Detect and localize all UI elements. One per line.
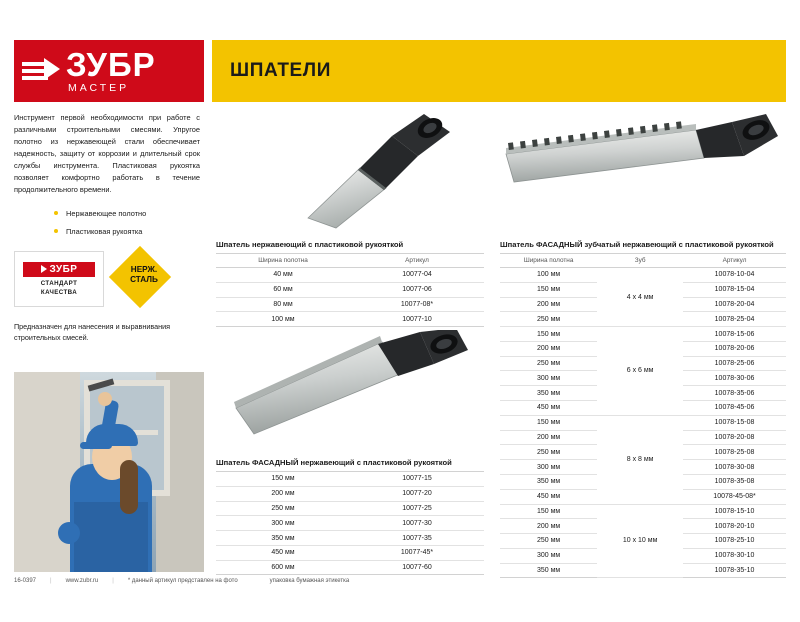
table-shpatel-nerzh [216, 253, 484, 327]
footer-code: 16-0397 [14, 578, 37, 584]
cell-width: 300 мм [500, 548, 597, 563]
brand-sub: МАСТЕР [68, 82, 130, 95]
cell-article: 10078-30-08 [683, 460, 786, 475]
badge-standard-brand: ЗУБР [49, 263, 78, 275]
cell-width: 350 мм [216, 531, 350, 546]
cell-tooth: 6 х 6 мм [597, 327, 683, 416]
cell-width: 150 мм [500, 415, 597, 430]
toothed-spatula-illustration [500, 112, 786, 224]
cell-article: 10078-25-04 [683, 312, 786, 327]
product-image-facade-spatula [228, 330, 478, 440]
cell-article: 10078-45-08* [683, 489, 786, 504]
cell-width: 250 мм [500, 534, 597, 549]
cell-width: 600 мм [216, 560, 350, 575]
table-row [216, 472, 484, 487]
cell-width: 250 мм [500, 356, 597, 371]
col-header-article: Артикул [683, 254, 786, 268]
table-title: Шпатель ФАСАДНЫЙ зубчатый нержавеющий с пластиковой рукояткой [500, 240, 774, 249]
table-block-1 [216, 240, 484, 327]
table-header-row [500, 254, 786, 268]
list-item: Нержавеющее полотно [54, 208, 204, 219]
arrow-icon [41, 265, 47, 273]
cell-article: 10077-08* [350, 297, 484, 312]
cell-article: 10077-45* [350, 545, 484, 560]
badge-steel-line1: НЕРЖ. [130, 265, 158, 275]
list-item: Пластиковая рукоятка [54, 226, 204, 237]
table-row [216, 545, 484, 560]
cell-article: 10077-25 [350, 501, 484, 516]
footer-note-star: * данный артикул представлен на фото [127, 578, 238, 584]
spatula-illustration [300, 110, 500, 230]
table-title: Шпатель ФАСАДНЫЙ нержавеющий с пластиковой рукояткой [216, 458, 452, 467]
col-header-tooth: Зуб [597, 254, 683, 268]
cell-width: 150 мм [500, 327, 597, 342]
cell-width: 200 мм [500, 519, 597, 534]
table-row [216, 501, 484, 516]
col-header-article: Артикул [350, 254, 484, 268]
col-header-width: Ширина полотна [216, 254, 350, 268]
cell-width: 80 мм [216, 297, 350, 312]
intro-paragraph: Инструмент первой необходимости при работе с различными строительными смесями. Упругое полотно из нержавеющей стали обеспечивает надежность, защиту от коррозии и длительный срок службы инструмента. Пластиковая рукоятка позволяет комфортно работать в течение продолжительного времени. [14, 113, 200, 194]
footer-divider: | [50, 578, 52, 584]
cell-tooth: 8 х 8 мм [597, 415, 683, 504]
cell-article: 10078-45-06 [683, 401, 786, 416]
cell-width: 300 мм [500, 460, 597, 475]
cell-article: 10078-20-06 [683, 341, 786, 356]
badge-standard-quality [14, 251, 104, 307]
cell-article: 10078-35-10 [683, 563, 786, 578]
cell-article: 10078-30-10 [683, 548, 786, 563]
cell-width: 450 мм [216, 545, 350, 560]
cell-width: 250 мм [500, 445, 597, 460]
brand-logo [14, 40, 204, 102]
cell-article: 10077-15 [350, 472, 484, 487]
table-shpatel-zubchaty [500, 253, 786, 578]
cell-article: 10078-25-06 [683, 356, 786, 371]
cell-article: 10078-15-08 [683, 415, 786, 430]
table-row [500, 415, 786, 430]
cell-article: 10077-10 [350, 312, 484, 327]
badge-steel-line2: СТАЛЬ [130, 274, 158, 284]
cell-width: 250 мм [216, 501, 350, 516]
cell-article: 10078-20-10 [683, 519, 786, 534]
cell-width: 200 мм [500, 297, 597, 312]
purpose-paragraph: Предназначен для нанесения и выравнивания строительных смесей. [14, 322, 170, 343]
col-header-width: Ширина полотна [500, 254, 597, 268]
page-title: ШПАТЕЛИ [230, 60, 331, 81]
table-row [500, 504, 786, 519]
cell-width: 350 мм [500, 563, 597, 578]
feature-list [14, 208, 204, 237]
table-row [216, 560, 484, 575]
cell-width: 200 мм [500, 341, 597, 356]
table-row [500, 268, 786, 283]
table-row [216, 516, 484, 531]
cell-article: 10077-30 [350, 516, 484, 531]
cell-article: 10078-25-08 [683, 445, 786, 460]
badge-group [14, 251, 204, 307]
cell-width: 200 мм [500, 430, 597, 445]
table-row [216, 486, 484, 501]
cell-width: 300 мм [500, 371, 597, 386]
table-shpatel-fasadny [216, 471, 484, 575]
cell-width: 450 мм [500, 401, 597, 416]
cell-width: 60 мм [216, 282, 350, 297]
cell-width: 300 мм [216, 516, 350, 531]
cell-width: 200 мм [216, 486, 350, 501]
footer-site[interactable]: www.zubr.ru [65, 578, 99, 584]
table-row [500, 327, 786, 342]
table-header-row [216, 254, 484, 268]
table-block-3 [500, 240, 786, 578]
application-photo [14, 372, 204, 572]
cell-article: 10078-30-06 [683, 371, 786, 386]
cell-article: 10078-15-10 [683, 504, 786, 519]
footer-note-pack: упаковка бумажная этикетка [269, 578, 350, 584]
badge-standard-line3: КАЧЕСТВА [40, 288, 78, 296]
table-row [216, 531, 484, 546]
cell-article: 10078-20-08 [683, 430, 786, 445]
left-column [14, 40, 204, 343]
badge-stainless-steel [110, 251, 178, 305]
cell-width: 450 мм [500, 489, 597, 504]
page-title-banner [212, 40, 786, 102]
table-block-2 [216, 458, 484, 575]
cell-article: 10078-10-04 [683, 268, 786, 283]
table-row [216, 282, 484, 297]
cell-article: 10078-35-06 [683, 386, 786, 401]
cell-width: 150 мм [500, 282, 597, 297]
cell-article: 10077-60 [350, 560, 484, 575]
table-row [216, 312, 484, 327]
facade-spatula-illustration [228, 330, 478, 440]
table-row [216, 297, 484, 312]
badge-standard-line2: СТАНДАРТ [40, 279, 78, 287]
cell-article: 10077-20 [350, 486, 484, 501]
table-title: Шпатель нержавеющий с пластиковой рукояткой [216, 240, 404, 249]
table-row [216, 268, 484, 283]
cell-width: 40 мм [216, 268, 350, 283]
cell-article: 10078-20-04 [683, 297, 786, 312]
cell-tooth: 10 х 10 мм [597, 504, 683, 578]
cell-article: 10078-25-10 [683, 534, 786, 549]
cell-article: 10078-15-06 [683, 327, 786, 342]
cell-article: 10078-35-08 [683, 474, 786, 489]
cell-width: 250 мм [500, 312, 597, 327]
cell-article: 10077-35 [350, 531, 484, 546]
product-image-spatula [300, 110, 500, 230]
cell-tooth: 4 х 4 мм [597, 268, 683, 327]
cell-article: 10077-06 [350, 282, 484, 297]
product-image-toothed-spatula [500, 112, 786, 224]
cell-article: 10078-15-04 [683, 282, 786, 297]
cell-width: 100 мм [500, 268, 597, 283]
brand-name: ЗУБР [66, 46, 156, 84]
arrow-icon [22, 54, 62, 88]
footer-divider: | [112, 578, 114, 584]
cell-article: 10077-04 [350, 268, 484, 283]
cell-width: 100 мм [216, 312, 350, 327]
cell-width: 150 мм [500, 504, 597, 519]
cell-width: 350 мм [500, 474, 597, 489]
cell-width: 350 мм [500, 386, 597, 401]
page-footer [14, 578, 786, 584]
cell-width: 150 мм [216, 472, 350, 487]
